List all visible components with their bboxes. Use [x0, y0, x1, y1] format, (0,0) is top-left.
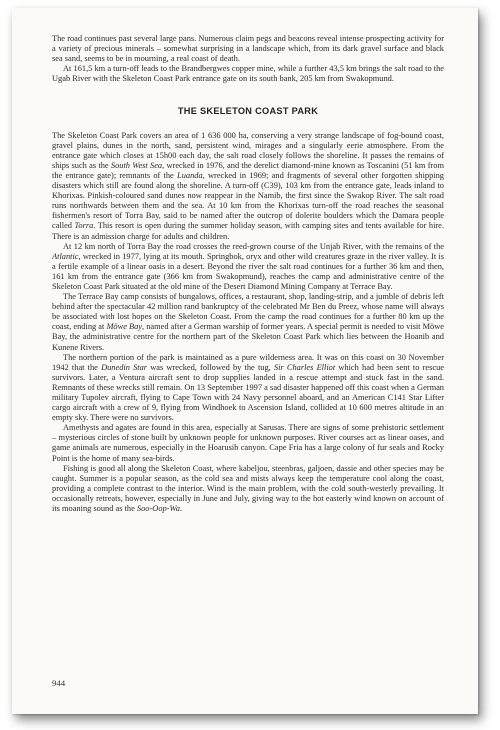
- text-run: .: [179, 504, 182, 514]
- intro-paragraph-1: The road continues past several large pans. Numerous claim pegs and beacons reveal intense prospecting activity for a variety of precious minerals – somewhat surprising in a landscape which, from its dark gravel surface and black sea sand, seems to be in mourning, a real coast of death.: [52, 34, 444, 64]
- ship-name: Sir Charles Elliot: [273, 362, 336, 372]
- body-paragraph-1: [52, 131, 444, 242]
- page-content: [52, 34, 444, 514]
- place-name: Möwe Bay: [106, 322, 143, 332]
- text-run: The northern portion of the park is maintained as a pure wilderness area. It was on this coast on 30 November 1942 that the: [52, 352, 444, 372]
- ship-name: Dunedin Star: [101, 362, 148, 372]
- book-page: [12, 8, 478, 714]
- place-name: Torra: [74, 221, 94, 231]
- text-run: At 12 km north of Torra Bay the road crosses the reed-grown course of the Unjab River, with the remains of the: [63, 241, 444, 251]
- text-run: The Terrace Bay camp consists of bungalows, offices, a restaurant, shop, landing-strip, and a jumble of debris left behind after the spectacular 42 million rand bankruptcy of the celebrated Mr Ben du Preez, whose name will always be associated with lost hopes on the Skeleton Coast. From the camp the road continues for a further 80 km up the coast, ending at: [52, 292, 444, 332]
- wind-name: Soo-Oop-Wa: [136, 504, 180, 514]
- text-run: , wrecked in 1976, and the derelict diamond-mine known as Toscanini (51 km from the entrance gate); remnants of the: [52, 160, 444, 180]
- body-paragraph-4: [52, 353, 444, 424]
- text-run: , wrecked in 1969; and fragments of several other forgotten shipping disasters which still are found along the shoreline. A turn-off (C39), 103 km from the entrance gate, leads inland to Khorixas. Pinkish-coloured sand dunes now reappear in the Namib, the first since the Swakop River. The salt road runs northwards between them and the sea. At 10 km from the Khorixas turn-off the road reaches the seasonal fishermen's resort of Torra Bay, said to be named after the outcrop of dolerite boulders which the Damara people called: [52, 170, 444, 231]
- intro-paragraph-2: At 161,5 km a turn-off leads to the Brandbergwes copper mine, while a further 43,5 km brings the salt road to the Ugab River with the Skeleton Coast Park entrance gate on its south bank, 205 km from Swakopmund.: [52, 64, 444, 84]
- body-paragraph-6: [52, 464, 444, 514]
- text-run: , wrecked in 1977, lying at its mouth. Springbok, oryx and other wild creatures graze in the river valley. It is a fertile example of a linear oasis in a desert. Beyond the river the salt road continues for a further 36 km and then, 161 km from the entrance gate (366 km from Swakopmund), reaches the camp and administrative centre of the Skeleton Coast Park situated at the old mine of the Desert Diamond Mining Company at Terrace Bay.: [52, 251, 444, 291]
- page-number: 944: [52, 678, 66, 688]
- body-paragraph-5: Amethysts and agates are found in this area, especially at Sarusas. There are signs of some prehistoric settlement – mysterious circles of stone built by unknown people for unknown purposes. River courses act as linear oases, and game animals are numerous, especially in the Hoarusib canyon. Cape Fria has a large colony of fur seals and Rocky Point is the home of many sea-birds.: [52, 423, 444, 463]
- text-run: was wrecked, followed by the tug,: [147, 362, 274, 372]
- text-run: , named after a German warship of former years. A special permit is needed to visit Möwe Bay, the administrative centre for the northern part of the Skeleton Coast Park which lies between the Hoanib and Kunene Rivers.: [52, 322, 445, 352]
- ship-name: Atlantic: [52, 251, 79, 261]
- text-run: . This resort is open during the summer holiday season, with camping sites and tents available for hire. There is an admission charge for adults and children.: [52, 221, 444, 241]
- ship-name: South West Sea: [110, 160, 163, 170]
- text-run: Fishing is good all along the Skeleton Coast, where kabeljou, steenbras, galjoen, dassie and other species may be caught. Summer is a popular season, as the cold sea and mists always keep the temperature cool along the coast, providing a complete contrast to the interior. Wind is the main problem, with the cold south-westerly prevailing. It occasionally retreats, however, especially in June and July, giving way to the hot easterly wind known on account of its moaning sound as the: [52, 463, 444, 514]
- body-paragraph-2: [52, 242, 444, 292]
- ship-name: Luanda: [177, 170, 203, 180]
- text-run: which had been sent to rescue survivors. Later, a Ventura aircraft sent to drop supplies landed in a rescue attempt and stuck fast in the sand. Remnants of these wrecks still remain. On 13 September 1997 a sad disaster happened off this coast when a German military Tupolev aircraft, flying to Cape Town with 24 Navy personnel aboard, and an American C141 Star Lifter cargo aircraft with a crew of 9, flying from Windhoek to Ascension Island, collided at 10 600 metres altitude in an empty sky. There were no survivors.: [52, 362, 444, 423]
- text-run: The Skeleton Coast Park covers an area of 1 636 000 ha, conserving a very strange landscape of fog-bound coast, gravel plains, dunes in the north, sand, persistent wind, mirages and a singularly eerie atmosphere. From the entrance gate which closes at 15h00 each day, the salt road closely follows the shoreline. It passes the remains of ships such as the: [52, 130, 444, 170]
- section-title: THE SKELETON COAST PARK: [177, 106, 319, 117]
- intro-section: [52, 34, 444, 84]
- body-paragraph-3: [52, 292, 444, 353]
